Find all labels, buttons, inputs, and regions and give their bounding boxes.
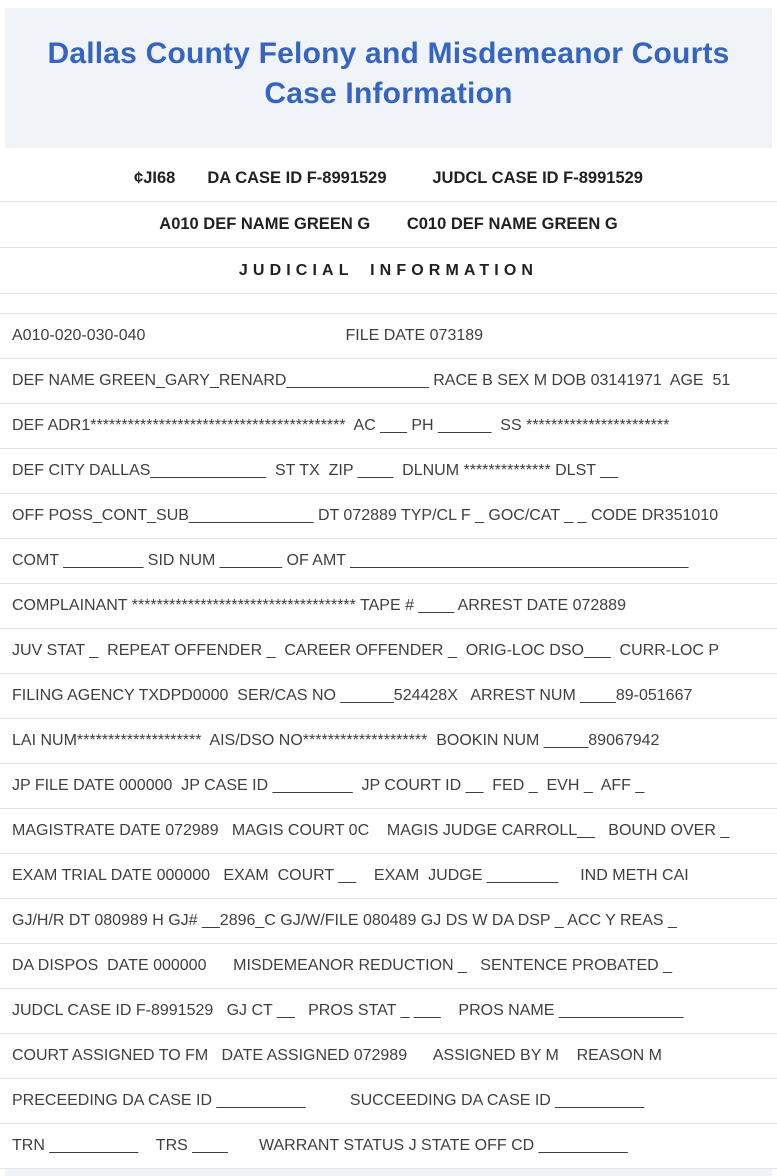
case-id-row: ¢JI68 DA CASE ID F-8991529 JUDCL CASE ID F-8991529 [0, 156, 777, 202]
filing-agency-row: FILING AGENCY TXDPD0000 SER/CAS NO ______524428X ARREST NUM ____89-051667 [0, 674, 777, 719]
spacer-row [0, 294, 777, 314]
trn-warrant-row: TRN __________ TRS ____ WARRANT STATUS J STATE OFF CD __________ [0, 1124, 777, 1169]
court-assigned-row: COURT ASSIGNED TO FM DATE ASSIGNED 072989 ASSIGNED BY M REASON M [0, 1034, 777, 1079]
offense-row: OFF POSS_CONT_SUB______________ DT 072889 TYP/CL F _ GOC/CAT _ _ CODE DR351010 [0, 494, 777, 539]
page-title-line-1: Dallas County Felony and Misdemeanor Courts [47, 37, 730, 70]
complainant-row: COMPLAINANT ************************************ TAPE # ____ ARREST DATE 072889 [0, 584, 777, 629]
defendant-city-row: DEF CITY DALLAS_____________ ST TX ZIP ____ DLNUM ************** DLST __ [0, 449, 777, 494]
jp-file-row: JP FILE DATE 000000 JP CASE ID _________ JP COURT ID __ FED _ EVH _ AFF _ [0, 764, 777, 809]
preceeding-case-row: PRECEEDING DA CASE ID __________ SUCCEEDING DA CASE ID __________ [0, 1079, 777, 1124]
section-title-row: JUDICIAL INFORMATION [0, 248, 777, 294]
comt-sid-row: COMT _________ SID NUM _______ OF AMT ______________________________________ [0, 539, 777, 584]
case-rows-container [0, 156, 777, 1169]
page-title-line-2: Case Information [264, 77, 513, 110]
grand-jury-row: GJ/H/R DT 080989 H GJ# __2896_C GJ/W/FILE 080489 GJ DS W DA DSP _ ACC Y REAS _ [0, 899, 777, 944]
judcl-case-row: JUDCL CASE ID F-8991529 GJ CT __ PROS STAT _ ___ PROS NAME ______________ [0, 989, 777, 1034]
def-name-header-row: A010 DEF NAME GREEN G C010 DEF NAME GREEN G [0, 202, 777, 248]
page-header [5, 8, 772, 148]
lai-num-row: LAI NUM******************** AIS/DSO NO******************** BOOKIN NUM _____89067942 [0, 719, 777, 764]
juv-stat-row: JUV STAT _ REPEAT OFFENDER _ CAREER OFFENDER _ ORIG-LOC DSO___ CURR-LOC P [0, 629, 777, 674]
exam-trial-row: EXAM TRIAL DATE 000000 EXAM COURT __ EXAM JUDGE ________ IND METH CAI [0, 854, 777, 899]
magistrate-row: MAGISTRATE DATE 072989 MAGIS COURT 0C MAGIS JUDGE CARROLL__ BOUND OVER _ [0, 809, 777, 854]
defendant-name-row: DEF NAME GREEN_GARY_RENARD________________ RACE B SEX M DOB 03141971 AGE 51 [0, 359, 777, 404]
file-date-row: A010-020-030-040 FILE DATE 073189 [0, 314, 777, 359]
da-dispos-row: DA DISPOS DATE 000000 MISDEMEANOR REDUCTION _ SENTENCE PROBATED _ [0, 944, 777, 989]
defendant-addr-row: DEF ADR1***************************************** AC ___ PH ______ SS *********************** [0, 404, 777, 449]
